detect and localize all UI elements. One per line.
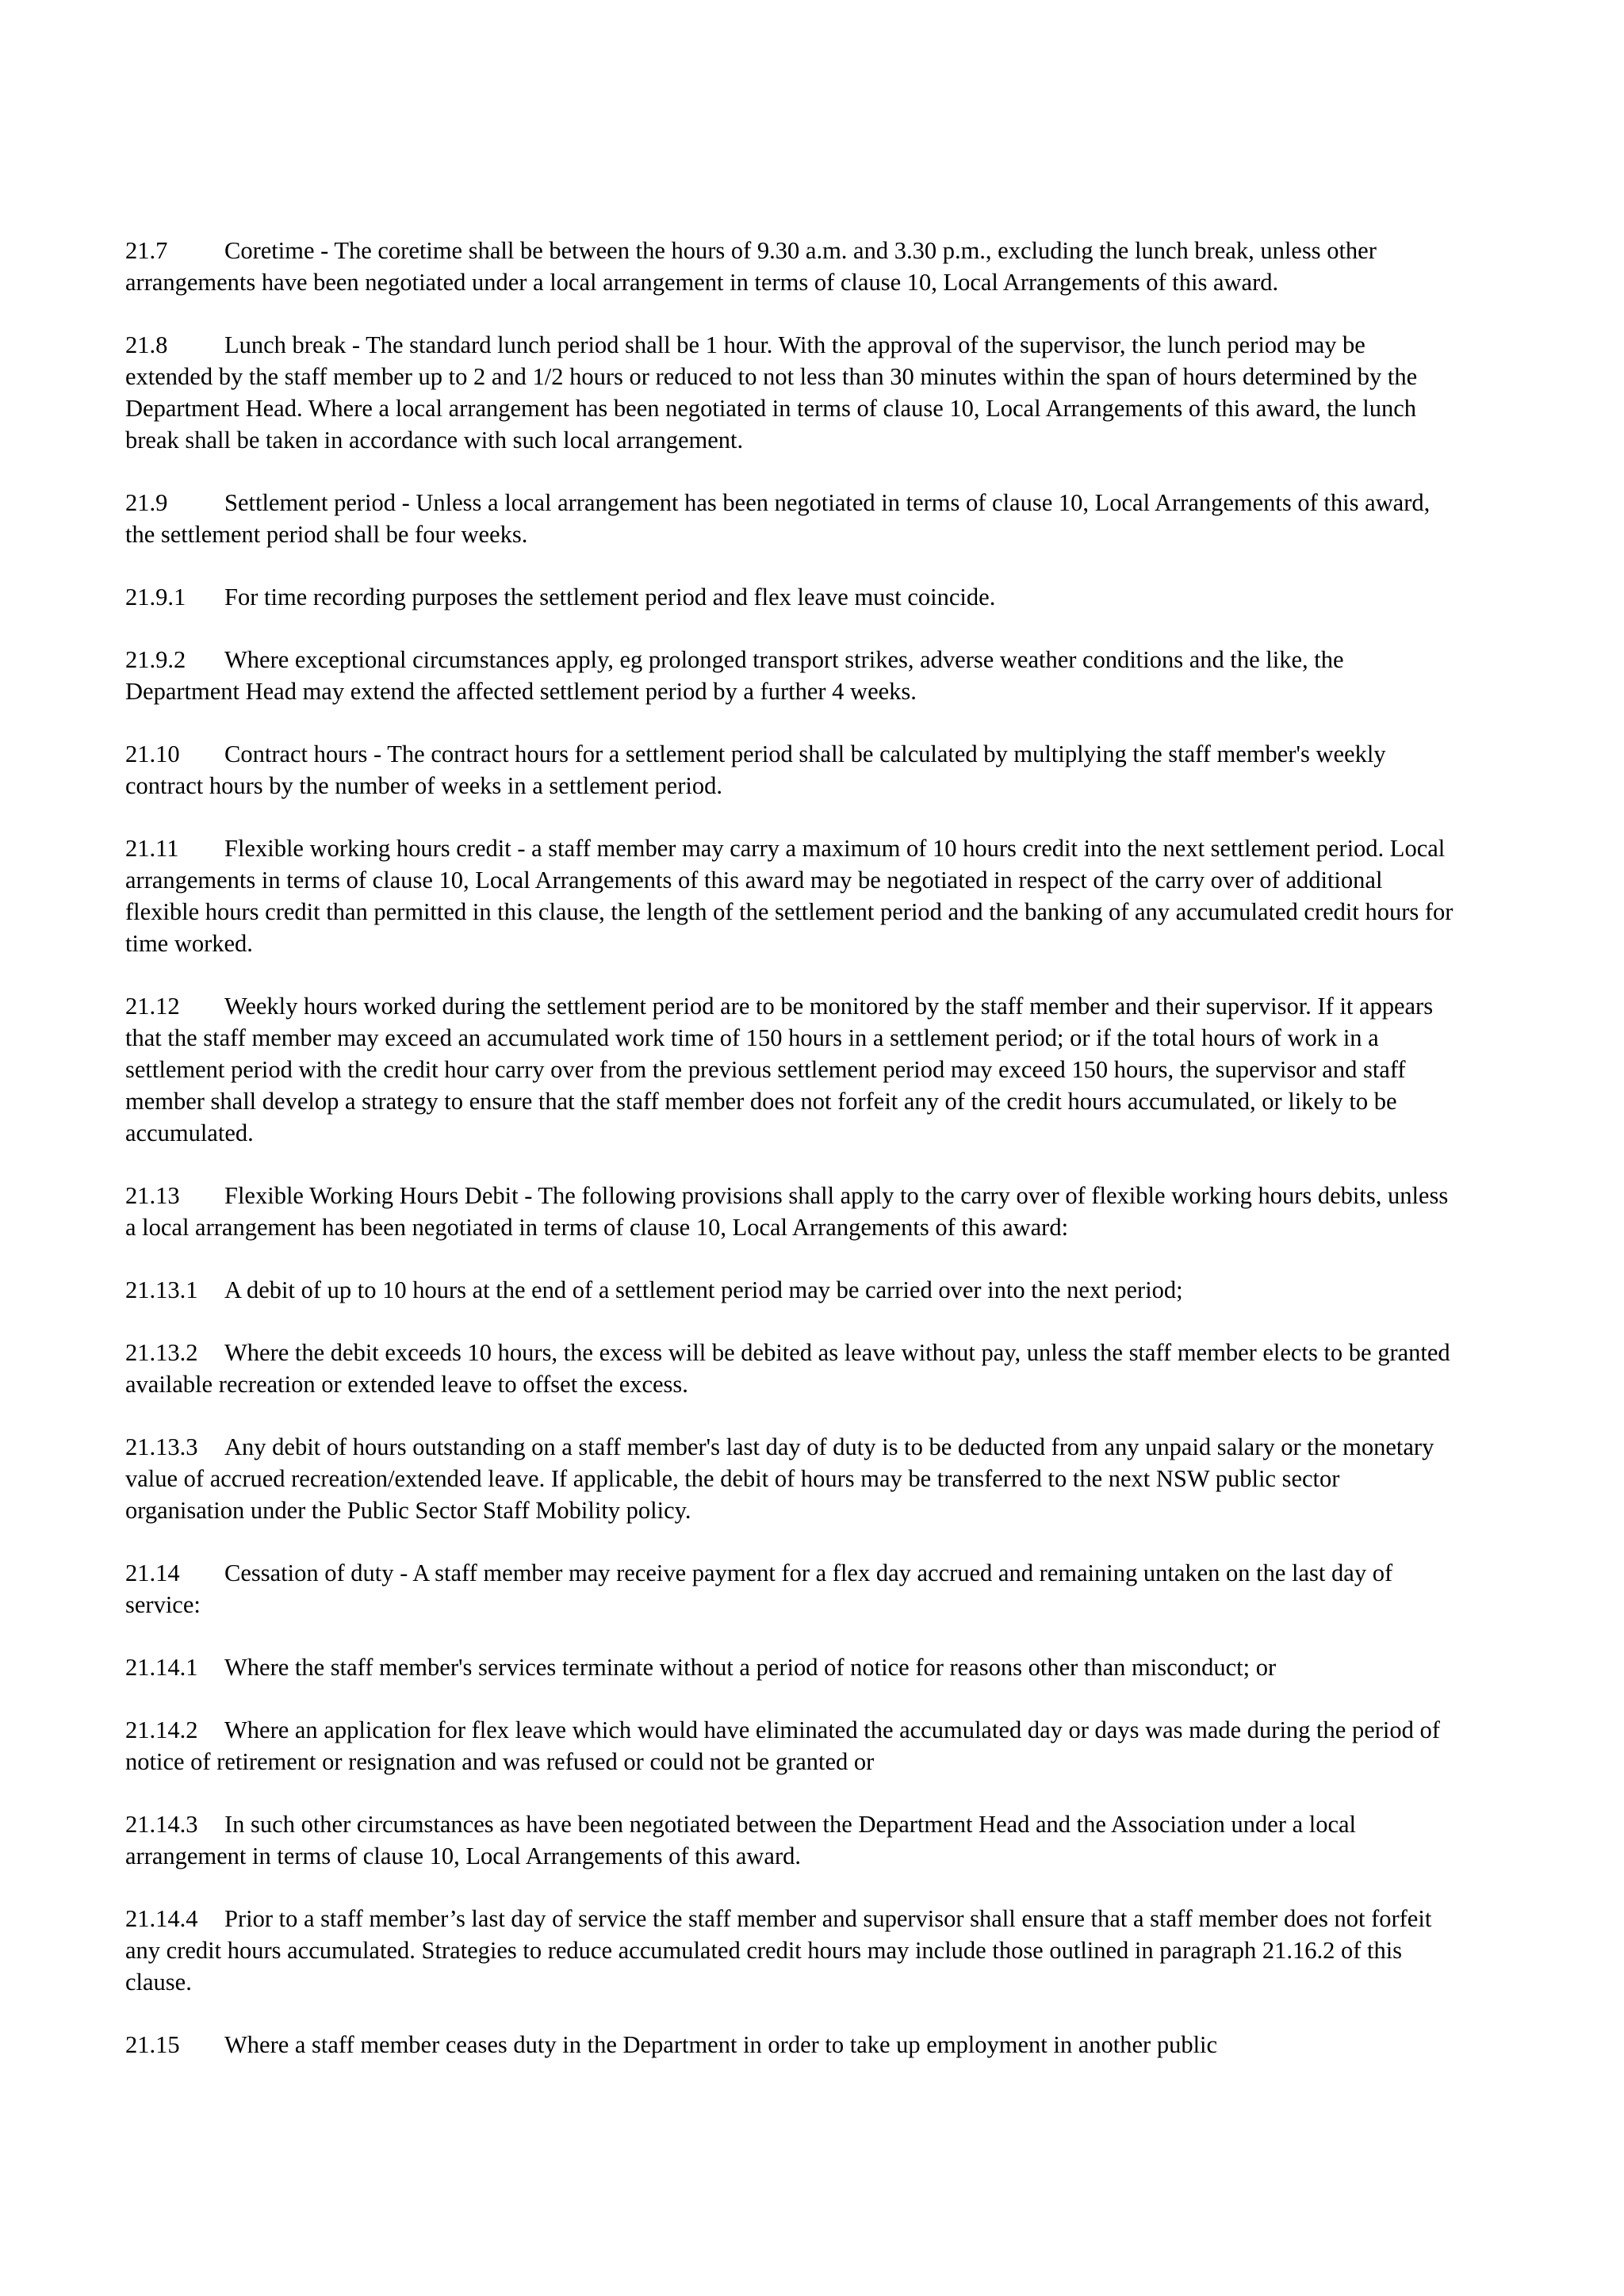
clause-21-7 xyxy=(125,235,1457,298)
clause-21-9 xyxy=(125,487,1457,550)
document-page xyxy=(125,235,1457,2091)
clause-text: Prior to a staff member’s last day of service the staff member and supervisor shall ensure that a staff member does not forfeit any credit hours accumulated. Strategies to reduce accumulated credit hours may include those outlined in paragraph 21.16.2 of this clause. xyxy=(125,1905,1432,1996)
clause-21-12 xyxy=(125,990,1457,1149)
clause-21-14-2 xyxy=(125,1714,1457,1777)
clause-21-14 xyxy=(125,1557,1457,1621)
clause-number: 21.9.1 xyxy=(125,584,186,610)
clause-text: Where an application for flex leave which would have eliminated the accumulated day or days was made during the period of notice of retirement or resignation and was refused or could not be granted or xyxy=(125,1716,1440,1775)
clause-number: 21.13 xyxy=(125,1182,180,1209)
clause-21-13 xyxy=(125,1180,1457,1243)
clause-text: Weekly hours worked during the settlement period are to be monitored by the staff member and their supervisor. If it appears that the staff member may exceed an accumulated work time of 150 hours in a settlement period; or if the total hours of work in a settlement period with the credit hour carry over from the previous settlement period may exceed 150 hours, the supervisor and staff member shall develop a strategy to ensure that the staff member does not forfeit any of the credit hours accumulated, or likely to be accumulated. xyxy=(125,993,1434,1146)
clause-number: 21.13.3 xyxy=(125,1433,198,1460)
clause-21-11 xyxy=(125,832,1457,959)
clause-21-15 xyxy=(125,2029,1457,2061)
clause-number: 21.8 xyxy=(125,331,168,358)
clause-number: 21.12 xyxy=(125,993,180,1020)
clause-21-9-1 xyxy=(125,581,1457,613)
clause-text: Any debit of hours outstanding on a staff member's last day of duty is to be deducted from any unpaid salary or the monetary value of accrued recreation/extended leave. If applicable, the debit of hours may be transferred to the next NSW public sector organisation under the Public Sector Staff Mobility policy. xyxy=(125,1433,1434,1524)
clause-number: 21.11 xyxy=(125,835,179,862)
clause-21-13-2 xyxy=(125,1337,1457,1400)
clause-21-14-3 xyxy=(125,1808,1457,1872)
clause-21-9-2 xyxy=(125,644,1457,707)
clause-number: 21.9.2 xyxy=(125,646,186,673)
clause-21-13-3 xyxy=(125,1431,1457,1526)
clause-number: 21.15 xyxy=(125,2031,180,2058)
clause-text: Flexible Working Hours Debit - The following provisions shall apply to the carry over of flexible working hours debits, unless a local arrangement has been negotiated in terms of clause 10, Local Arrangements of this award: xyxy=(125,1182,1449,1241)
clause-text: Contract hours - The contract hours for a settlement period shall be calculated by multiplying the staff member's weekly contract hours by the number of weeks in a settlement period. xyxy=(125,740,1386,799)
clause-number: 21.14.2 xyxy=(125,1716,198,1743)
clause-text: In such other circumstances as have been negotiated between the Department Head and the Association under a local arrangement in terms of clause 10, Local Arrangements of this award. xyxy=(125,1811,1357,1869)
clause-number: 21.14.3 xyxy=(125,1811,198,1838)
clause-21-8 xyxy=(125,329,1457,456)
clause-text: Where the debit exceeds 10 hours, the excess will be debited as leave without pay, unless the staff member elects to be granted available recreation or extended leave to offset the excess. xyxy=(125,1339,1450,1398)
clause-text: A debit of up to 10 hours at the end of a settlement period may be carried over into the next period; xyxy=(224,1276,1183,1303)
clause-number: 21.14 xyxy=(125,1559,180,1586)
clause-number: 21.7 xyxy=(125,237,168,264)
clause-number: 21.13.1 xyxy=(125,1276,198,1303)
clause-text: Cessation of duty - A staff member may receive payment for a flex day accrued and remaining untaken on the last day of service: xyxy=(125,1559,1393,1618)
clause-text: Flexible working hours credit - a staff member may carry a maximum of 10 hours credit into the next settlement period. Local arrangements in terms of clause 10, Local Arrangements of this award may be negotiated in respect of the carry over of additional flexible hours credit than permitted in this clause, the length of the settlement period and the banking of any accumulated credit hours for time worked. xyxy=(125,835,1454,957)
clause-number: 21.14.4 xyxy=(125,1905,198,1932)
clause-number: 21.13.2 xyxy=(125,1339,198,1366)
clause-text: Coretime - The coretime shall be between the hours of 9.30 a.m. and 3.30 p.m., excluding the lunch break, unless other arrangements have been negotiated under a local arrangement in terms of clause 10, Local Arrangements of this award. xyxy=(125,237,1377,296)
clause-21-14-1 xyxy=(125,1651,1457,1683)
clause-text: For time recording purposes the settlement period and flex leave must coincide. xyxy=(224,584,996,610)
clause-21-13-1 xyxy=(125,1274,1457,1306)
clause-number: 21.14.1 xyxy=(125,1654,198,1681)
clause-number: 21.9 xyxy=(125,489,168,516)
clause-text: Settlement period - Unless a local arrangement has been negotiated in terms of clause 10, Local Arrangements of this award, the settlement period shall be four weeks. xyxy=(125,489,1431,548)
clause-number: 21.10 xyxy=(125,740,180,767)
clause-text: Where a staff member ceases duty in the Department in order to take up employment in another public xyxy=(224,2031,1218,2058)
clause-text: Where exceptional circumstances apply, eg prolonged transport strikes, adverse weather conditions and the like, the Department Head may extend the affected settlement period by a further 4 weeks. xyxy=(125,646,1344,705)
clause-21-10 xyxy=(125,738,1457,802)
clause-21-14-4 xyxy=(125,1903,1457,1998)
clause-text: Where the staff member's services terminate without a period of notice for reasons other than misconduct; or xyxy=(224,1654,1277,1681)
clause-text: Lunch break - The standard lunch period shall be 1 hour. With the approval of the supervisor, the lunch period may be extended by the staff member up to 2 and 1/2 hours or reduced to not less than 30 minutes within the span of hours determined by the Department Head. Where a local arrangement has been negotiated in terms of clause 10, Local Arrangements of this award, the lunch break shall be taken in accordance with such local arrangement. xyxy=(125,331,1418,453)
